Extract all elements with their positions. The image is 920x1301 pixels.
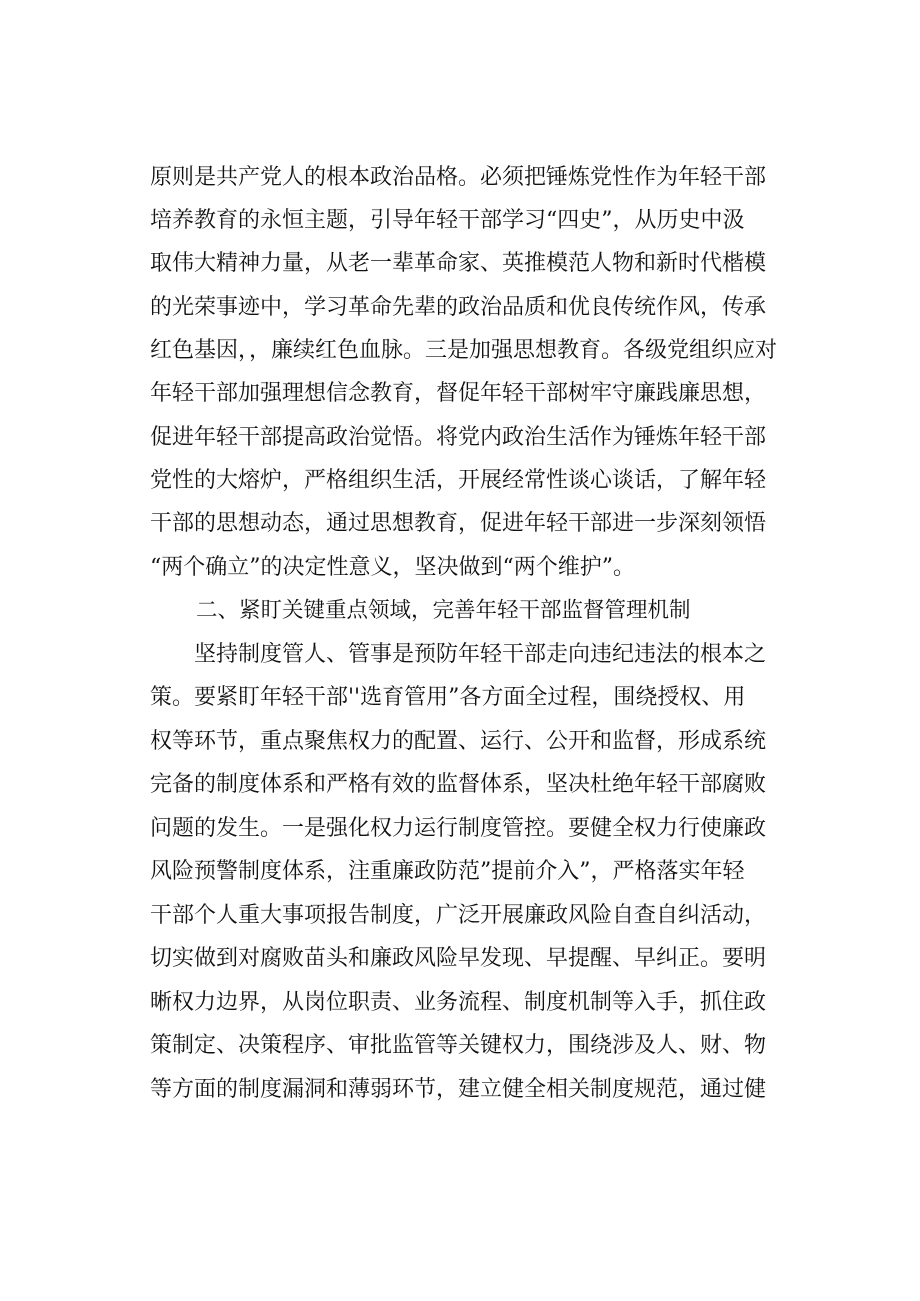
text-line: 权等环节，重点聚焦权力的配置、运行、公开和监督，形成系统 <box>150 729 767 754</box>
text-line: 干部的思想动态，通过思想教育，促进年轻干部进一步深刻领悟 <box>150 511 767 536</box>
text-line: 培养教育的永恒主题，引导年轻干部学习“四史”，从历史中汲 <box>150 208 745 233</box>
text-line: “两个确立”的决定性意义，坚决做到“两个维护”。 <box>150 555 635 580</box>
text-line: 切实做到对腐败苗头和廉政风险早发现、早提醒、早纠正。要明 <box>150 946 767 971</box>
text-line: 干部个人重大事项报告制度，广泛开展廉政风险自查自纠活动， <box>150 903 767 928</box>
text-line: 坚持制度管人、管事是预防年轻干部走向违纪违法的根本之 <box>150 642 767 667</box>
section-heading: 二、紧盯关键重点领域，完善年轻干部监督管理机制 <box>196 598 691 623</box>
text-line: 风险预警制度体系，注重廉政防范”提前介入”，严格落实年轻 <box>150 859 745 884</box>
text-line: 原则是共产党人的根本政治品格。必须把锤炼党性作为年轻干部 <box>150 165 767 190</box>
text-line: 取伟大精神力量，从老一辈革命家、英推模范人物和新时代楷模 <box>150 251 767 276</box>
text-line: 等方面的制度漏洞和薄弱环节，建立健全相关制度规范，通过健 <box>150 1077 767 1102</box>
text-line: 策制定、决策程序、审批监管等关键权力，围绕涉及人、财、物 <box>150 1033 767 1058</box>
text-line: 红色基因，，廉续红色血脉。三是加强思想教育。各级党组织应对 <box>150 338 778 363</box>
text-line: 促进年轻干部提高政治觉悟。将党内政治生活作为锤炼年轻干部 <box>150 425 767 450</box>
text-line: 策。要紧盯年轻干部''选育管用”各方面全过程，围绕授权、用 <box>150 685 746 710</box>
text-line: 年轻干部加强理想信念教育，督促年轻干部树牢守廉践廉思想， <box>150 381 767 406</box>
text-line: 问题的发生。一是强化权力运行制度管控。要健全权力行使廉政 <box>150 816 767 841</box>
text-line: 完备的制度体系和严格有效的监督体系，坚决杜绝年轻干部腐败 <box>150 772 767 797</box>
text-line: 党性的大熔炉，严格组织生活，开展经常性谈心谈话，了解年轻 <box>150 468 767 493</box>
text-line: 晰权力边界，从岗位职责、业务流程、制度机制等入手，抓住政 <box>150 990 767 1015</box>
text-line: 的光荣事迹中，学习革命先辈的政治品质和优良传统作风，传承 <box>150 295 767 320</box>
